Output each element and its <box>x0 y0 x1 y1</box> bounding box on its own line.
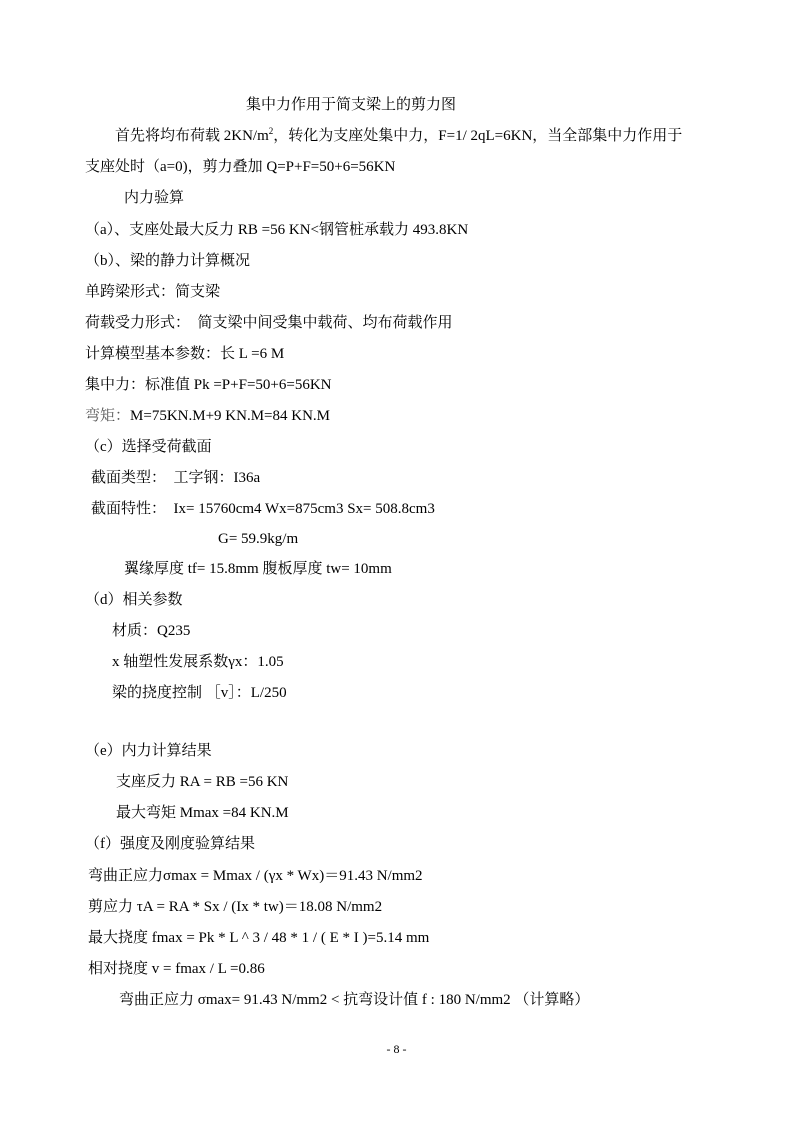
bending-stress-line: 弯曲正应力σmax = Mmax / (γx * Wx)＝91.43 N/mm2 <box>88 868 423 884</box>
support-reaction-line: 支座反力 RA = RB =56 KN <box>116 774 289 790</box>
section-f-heading: （f）强度及刚度验算结果 <box>85 836 255 852</box>
material-line: 材质：Q235 <box>112 623 191 639</box>
moment-label: 弯矩： <box>85 408 131 424</box>
section-thickness-line: 翼缘厚度 tf= 15.8mm 腹板厚度 tw= 10mm <box>124 561 392 577</box>
section-type-line: 截面类型： 工字钢：I36a <box>91 470 261 486</box>
shear-stress-line: 剪应力 τA = RA * Sx / (Ix * tw)＝18.08 N/mm2 <box>88 899 383 915</box>
section-a-text: （a）、支座处最大反力 RB =56 KN<钢管桩承载力 493.8KN <box>85 222 469 238</box>
intro-text-1b: ，转化为支座处集中力，F=1/ 2qL=6KN，当全部集中力作用于 <box>273 128 683 144</box>
max-moment-line: 最大弯矩 Mmax =84 KN.M <box>116 805 289 821</box>
relative-deflection-line: 相对挠度 v = fmax / L =0.86 <box>88 961 265 977</box>
section-weight-line: G= 59.9kg/m <box>218 531 299 547</box>
max-deflection-line: 最大挠度 fmax = Pk * L ^ 3 / 48 * 1 / ( E * I )=5.14 mm <box>88 930 430 946</box>
deflection-control-line: 梁的挠度控制 ［v］：L/250 <box>112 685 287 701</box>
plastic-coefficient-line: x 轴塑性发展系数γx：1.05 <box>112 654 284 670</box>
load-form-line: 荷载受力形式： 简支梁中间受集中载荷、均布荷载作用 <box>85 315 453 331</box>
section-b-heading: （b）、梁的静力计算概况 <box>85 253 251 269</box>
section-c-heading: （c）选择受荷截面 <box>85 439 212 455</box>
page-title: 集中力作用于简支梁上的剪力图 <box>246 97 457 113</box>
beam-form-line: 单跨梁形式：简支梁 <box>85 284 221 300</box>
page-number: - 8 - <box>386 1042 407 1056</box>
section-e-heading: （e）内力计算结果 <box>85 743 212 759</box>
intro-paragraph-line-1 <box>115 126 682 146</box>
intro-superscript: 2 <box>268 126 274 136</box>
moment-value: M=75KN.M+9 KN.M=84 KN.M <box>130 408 330 424</box>
moment-line <box>85 406 330 426</box>
point-load-line: 集中力：标准值 Pk =P+F=50+6=56KN <box>85 377 332 393</box>
intro-paragraph-line-2: 支座处时（a=0)，剪力叠加 Q=P+F=50+6=56KN <box>85 159 396 175</box>
check-heading: 内力验算 <box>124 190 185 206</box>
conclusion-line: 弯曲正应力 σmax= 91.43 N/mm2 < 抗弯设计值 f : 180 N/mm2 （计算略） <box>119 992 590 1008</box>
model-params-line: 计算模型基本参数：长 L =6 M <box>85 346 285 362</box>
intro-text-1a: 首先将均布荷载 2KN/m <box>115 128 269 144</box>
section-d-heading: （d）相关参数 <box>85 592 183 608</box>
section-props-line: 截面特性： Ix= 15760cm4 Wx=875cm3 Sx= 508.8cm3 <box>91 501 435 517</box>
